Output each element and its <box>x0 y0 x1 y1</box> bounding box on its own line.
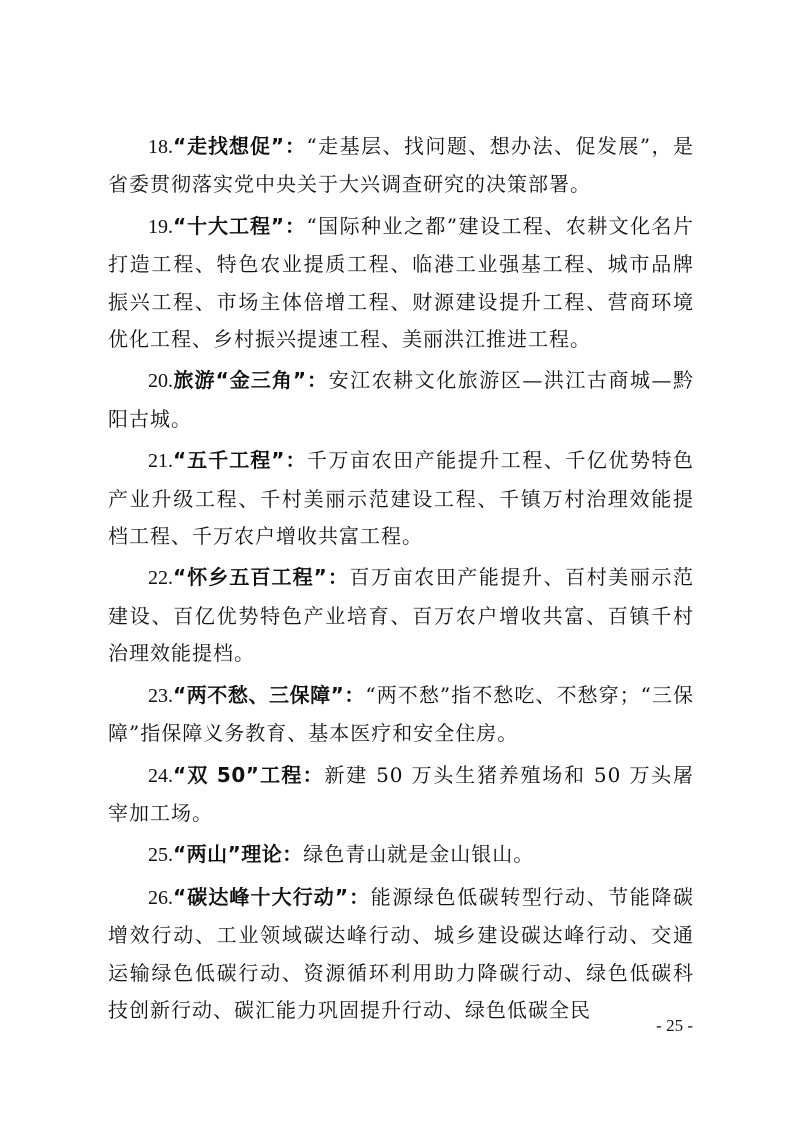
entry-definition: 千万亩农田产能提升工程、千亿优势特色产业升级工程、千村美丽示范建设工程、千镇万村治理效能提档工程、千万农户增收共富工程。 <box>108 448 694 549</box>
glossary-entry-24 <box>108 757 694 833</box>
entry-number: 22. <box>148 567 173 590</box>
glossary-entry-25 <box>108 836 694 874</box>
glossary-list <box>108 128 694 1033</box>
entry-term: 旅游“金三角” <box>173 368 307 393</box>
entry-definition: “两不愁”指不愁吃、不愁穿；“三保障”指保障义务教育、基本医疗和安全住房。 <box>108 682 694 746</box>
entry-colon: ： <box>302 762 325 787</box>
entry-colon: ： <box>282 842 304 867</box>
entry-colon: ： <box>284 134 307 158</box>
entry-definition: 安江农耕文化旅游区—洪江古商城—黔阳古城。 <box>108 368 695 431</box>
entry-term: “走找想促” <box>173 134 285 158</box>
entry-definition: “国际种业之都”建设工程、农耕文化名片打造工程、特色农业提质工程、临港工业强基工程、城市品牌振兴工程、市场主体倍增工程、财源建设提升工程、营商环境优化工程、乡村振兴提速工程、美丽洪江推进工程。 <box>108 213 695 352</box>
entry-colon: ： <box>284 448 307 473</box>
entry-colon: ： <box>348 884 371 909</box>
entry-number: 23. <box>148 684 173 707</box>
glossary-entry-23 <box>108 677 694 753</box>
entry-definition: 百万亩农田产能提升、百村美丽示范建设、百亿优势特色产业培育、百万农户增收共富、百镇千村治理效能提档。 <box>108 565 695 666</box>
entry-number: 25. <box>148 844 173 867</box>
page-number: - 25 - <box>656 1016 693 1035</box>
entry-number: 24. <box>148 764 173 787</box>
entry-number: 26. <box>148 886 173 909</box>
entry-number: 20. <box>148 370 173 393</box>
entry-term: “五千工程” <box>173 448 285 473</box>
glossary-entry-21 <box>108 442 694 555</box>
entry-definition: 绿色青山就是金山银山。 <box>303 842 535 867</box>
entry-term: “十大工程” <box>173 213 285 238</box>
entry-number: 18. <box>148 136 173 158</box>
entry-definition: 新建 50 万头生猪养殖场和 50 万头屠宰加工场。 <box>108 762 694 825</box>
entry-colon: ： <box>327 565 350 590</box>
glossary-entry-22 <box>108 559 694 672</box>
entry-term: “怀乡五百工程” <box>173 565 328 590</box>
entry-colon: ： <box>344 682 366 707</box>
glossary-entry-20 <box>108 362 694 438</box>
entry-term: “两不愁、三保障” <box>173 682 345 707</box>
entry-definition: 能源绿色低碳转型行动、节能降碳增效行动、工业领域碳达峰行动、城乡建设碳达峰行动、交通运输绿色低碳行动、资源循环利用助力降碳行动、绿色低碳科技创新行动、碳汇能力巩固提升行动、绿色低碳全民 <box>108 884 695 1022</box>
glossary-entry-18 <box>108 128 694 204</box>
entry-colon: ： <box>284 213 307 238</box>
entry-term: “两山”理论 <box>173 842 283 867</box>
entry-definition: “走基层、找问题、想办法、促发展”，是省委贯彻落实党中央关于大兴调查研究的决策部署。 <box>108 134 695 197</box>
entry-term: “碳达峰十大行动” <box>173 884 349 909</box>
glossary-entry-19 <box>108 208 694 359</box>
entry-number: 19. <box>148 215 173 238</box>
entry-colon: ： <box>306 368 329 393</box>
glossary-entry-26 <box>108 879 694 1030</box>
entry-term: “双 50”工程 <box>173 762 303 787</box>
entry-number: 21. <box>148 450 173 473</box>
